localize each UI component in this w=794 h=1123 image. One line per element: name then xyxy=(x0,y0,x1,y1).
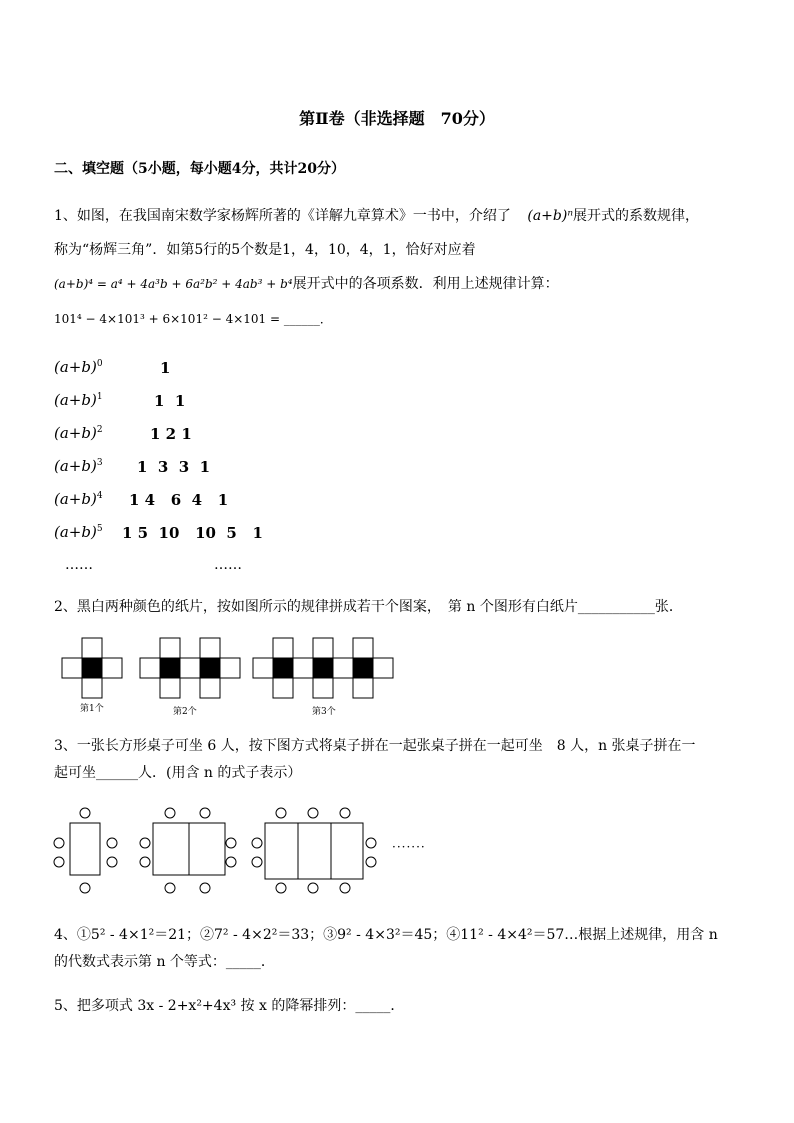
triangle-nums-4: 1 4 6 4 1 xyxy=(129,491,229,509)
triangle-row-0 xyxy=(54,358,103,376)
triangle-exp: 1 xyxy=(96,392,103,402)
q1-line1 xyxy=(54,207,699,225)
triangle-row-4 xyxy=(54,490,103,508)
triangle-nums-1: 1 1 xyxy=(154,392,186,410)
q2-caption-2: 第2个 xyxy=(173,707,197,717)
triangle-nums-0: 1 xyxy=(160,359,171,377)
triangle-expr: (a+b) xyxy=(54,490,97,508)
q3-continuation-dots: ······· xyxy=(392,840,426,854)
q1-line1-expr: (a+b)ⁿ xyxy=(527,208,573,224)
triangle-row-3 xyxy=(54,457,103,475)
part-title: 二、填空题（5小题，每小题4分，共计20分） xyxy=(54,161,345,177)
q1-line3-expr: (a+b)⁴ = a⁴ + 4a³b + 6a²b² + 4ab³ + b⁴ xyxy=(54,277,293,291)
q2-text: 2、黑白两种颜色的纸片，按如图所示的规律拼成若干个图案， 第 n 个图形有白纸片___________张． xyxy=(54,599,683,615)
q1-line3 xyxy=(54,275,559,293)
q3-line1: 3、一张长方形桌子可坐 6 人，按下图方式将桌子拼在一起张桌子拼在一起可坐 8 人，n 张桌子拼在一 xyxy=(54,738,696,754)
q4-line1: 4、①5² - 4×1²＝21；②7² - 4×2²＝33；③9² - 4×3²＝45；④11² - 4×4²＝57…根据上述规律，用含 n xyxy=(54,927,718,943)
triangle-expr: (a+b) xyxy=(54,358,97,376)
q2-caption-1: 第1个 xyxy=(80,704,104,714)
triangle-expr: (a+b) xyxy=(54,457,97,475)
triangle-exp: 2 xyxy=(96,425,103,435)
q1-line3-text: 展开式中的各项系数．利用上述规律计算： xyxy=(292,276,559,292)
triangle-dots-left: …… xyxy=(65,557,93,573)
triangle-nums-3: 1 3 3 1 xyxy=(137,458,211,476)
triangle-exp: 3 xyxy=(96,458,103,468)
triangle-row-2 xyxy=(54,424,103,442)
triangle-expr: (a+b) xyxy=(54,391,97,409)
triangle-nums-2: 1 2 1 xyxy=(150,425,192,443)
triangle-expr: (a+b) xyxy=(54,523,97,541)
triangle-expr: (a+b) xyxy=(54,424,97,442)
q3-line2: 起可坐______人．(用含 n 的式子表示） xyxy=(54,765,302,781)
q5-text: 5、把多项式 3x - 2+x²+4x³ 按 x 的降幂排列：_____． xyxy=(54,998,405,1014)
q3-tables-figure xyxy=(50,805,450,900)
q1-line4: 101⁴ − 4×101³ + 6×101² − 4×101 = ______． xyxy=(54,312,332,326)
q1-line1-text-b: 展开式的系数规律， xyxy=(573,208,699,224)
q1-line2: 称为“杨辉三角”．如第5行的5个数是1，4，10，4，1，恰好对应着 xyxy=(54,242,476,258)
triangle-exp: 0 xyxy=(96,359,103,369)
triangle-row-1 xyxy=(54,391,103,409)
triangle-nums-5: 1 5 10 10 5 1 xyxy=(122,524,263,542)
triangle-row-5 xyxy=(54,523,103,541)
q2-caption-3: 第3个 xyxy=(312,707,336,717)
q2-pattern-figure xyxy=(60,634,400,714)
section-title: 第Ⅱ卷（非选择题 70分） xyxy=(299,109,495,128)
triangle-exp: 4 xyxy=(96,491,103,501)
triangle-dots-right: …… xyxy=(214,557,242,573)
triangle-exp: 5 xyxy=(96,524,103,534)
q4-line2: 的代数式表示第 n 个等式：_____． xyxy=(54,954,275,970)
q1-line1-text-a: 1、如图，在我国南宋数学家杨辉所著的《详解九章算术》一书中，介绍了 xyxy=(54,208,511,224)
